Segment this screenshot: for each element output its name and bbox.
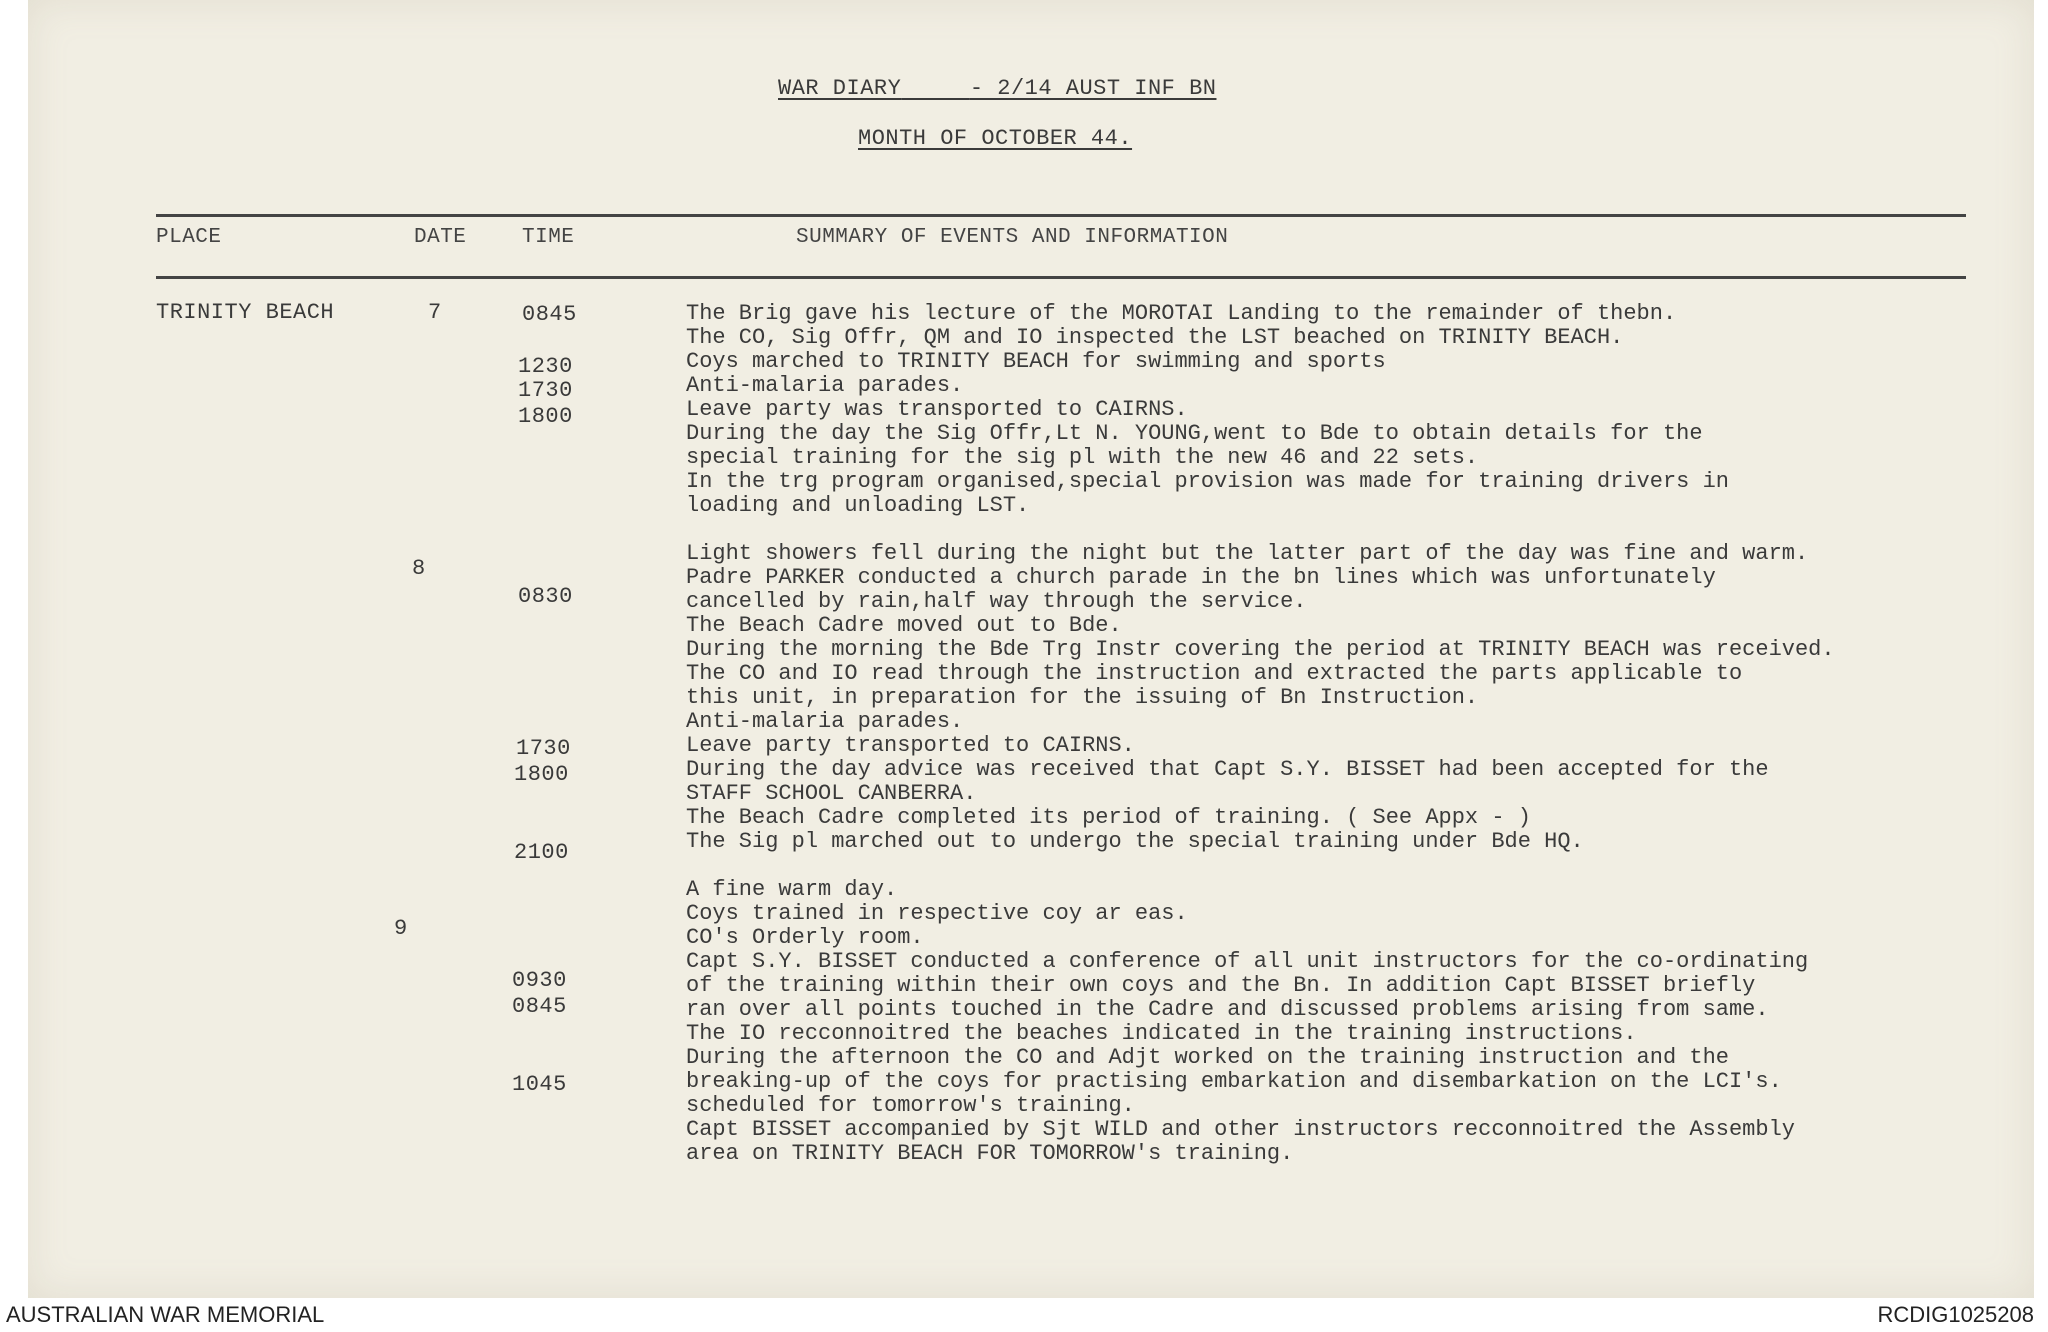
- entry-line: Capt S.Y. BISSET conducted a conference of all unit instructors for the co-ordinating: [686, 949, 1809, 974]
- entry-line: The CO and IO read through the instruction and extracted the parts applicable to: [686, 661, 1743, 686]
- diary-title: [778, 76, 1216, 101]
- column-date: DATE: [414, 226, 467, 249]
- date-cell-7: 7: [428, 300, 442, 325]
- time-cell: 2100: [514, 840, 569, 865]
- entries-day-7: [686, 302, 1835, 518]
- entries-day-8: [686, 542, 1835, 854]
- time-cell: 0845: [512, 994, 567, 1019]
- entry-line: scheduled for tomorrow's training.: [686, 1093, 1135, 1118]
- place-cell: TRINITY BEACH: [156, 300, 335, 325]
- date-cell-9: 9: [394, 916, 408, 941]
- footer-record-id: RCDIG1025208: [1877, 1302, 2034, 1327]
- entry-line: CO's Orderly room.: [686, 925, 924, 950]
- entry-line: During the afternoon the CO and Adjt worked on the training instruction and the: [686, 1045, 1729, 1070]
- entry-line: Light showers fell during the night but the latter part of the day was fine and warm.: [686, 541, 1809, 566]
- entry-line: The CO, Sig Offr, QM and IO inspected the LST beached on TRINITY BEACH.: [686, 325, 1624, 350]
- time-cell: 1800: [518, 404, 573, 429]
- entry-line: The Brig gave his lecture of the MOROTAI Landing to the remainder of thebn.: [686, 301, 1677, 326]
- header-top-rule: [156, 214, 1966, 217]
- entry-line: The Beach Cadre completed its period of training. ( See Appx - ): [686, 805, 1531, 830]
- entry-line: The IO recconnoitred the beaches indicated in the training instructions.: [686, 1021, 1637, 1046]
- title-left: WAR DIARY: [778, 76, 902, 101]
- entry-line: Coys marched to TRINITY BEACH for swimming and sports: [686, 349, 1386, 374]
- title-right: - 2/14 AUST INF BN: [969, 76, 1217, 101]
- entry-line: loading and unloading LST.: [686, 493, 1030, 518]
- entry-gap: [686, 518, 1835, 542]
- entry-line: special training for the sig pl with the new 46 and 22 sets.: [686, 445, 1479, 470]
- entry-line: During the morning the Bde Trg Instr covering the period at TRINITY BEACH was received.: [686, 637, 1835, 662]
- entry-line: Leave party was transported to CAIRNS.: [686, 397, 1188, 422]
- entry-line: In the trg program organised,special provision was made for training drivers in: [686, 469, 1729, 494]
- column-place: PLACE: [156, 226, 222, 249]
- entry-line: area on TRINITY BEACH FOR TOMORROW's training.: [686, 1141, 1294, 1166]
- date-cell-8: 8: [412, 556, 426, 581]
- entry-line: The Sig pl marched out to undergo the special training under Bde HQ.: [686, 829, 1584, 854]
- footer-source: AUSTRALIAN WAR MEMORIAL: [6, 1302, 325, 1327]
- entry-line: cancelled by rain,half way through the service.: [686, 589, 1307, 614]
- time-cell: 0845: [522, 302, 577, 327]
- entry-line: Leave party transported to CAIRNS.: [686, 733, 1135, 758]
- diary-page: [28, 0, 2034, 1298]
- entry-line: this unit, in preparation for the issuing of Bn Instruction.: [686, 685, 1479, 710]
- time-cell: 1730: [516, 736, 571, 761]
- time-cell: 1730: [518, 378, 573, 403]
- time-cell: 0830: [518, 584, 573, 609]
- entry-line: Anti-malaria parades.: [686, 709, 964, 734]
- summary-entries: [686, 302, 1835, 1166]
- entries-day-9: [686, 878, 1835, 1166]
- entry-line: ran over all points touched in the Cadre and discussed problems arising from same.: [686, 997, 1769, 1022]
- entry-line: of the training within their own coys and the Bn. In addition Capt BISSET briefly: [686, 973, 1756, 998]
- entry-line: During the day advice was received that Capt S.Y. BISSET had been accepted for the: [686, 757, 1769, 782]
- entry-line: Padre PARKER conducted a church parade in the bn lines which was unfortunately: [686, 565, 1716, 590]
- column-time: TIME: [522, 226, 575, 249]
- entry-line: A fine warm day.: [686, 877, 898, 902]
- entry-line: Coys trained in respective coy ar eas.: [686, 901, 1188, 926]
- entry-gap: [686, 854, 1835, 878]
- entry-line: During the day the Sig Offr,Lt N. YOUNG,went to Bde to obtain details for the: [686, 421, 1703, 446]
- entry-line: STAFF SCHOOL CANBERRA.: [686, 781, 977, 806]
- header-bottom-rule: [156, 276, 1966, 279]
- column-summary: SUMMARY OF EVENTS AND INFORMATION: [796, 226, 1229, 249]
- time-cell: 0930: [512, 968, 567, 993]
- time-cell: 1045: [512, 1072, 567, 1097]
- entry-line: Anti-malaria parades.: [686, 373, 964, 398]
- time-cell: 1800: [514, 762, 569, 787]
- entry-line: breaking-up of the coys for practising embarkation and disembarkation on the LCI's.: [686, 1069, 1782, 1094]
- entry-line: The Beach Cadre moved out to Bde.: [686, 613, 1122, 638]
- time-cell: 1230: [518, 354, 573, 379]
- entry-line: Capt BISSET accompanied by Sjt WILD and other instructors recconnoitred the Assembly: [686, 1117, 1795, 1142]
- diary-month: MONTH OF OCTOBER 44.: [858, 126, 1133, 151]
